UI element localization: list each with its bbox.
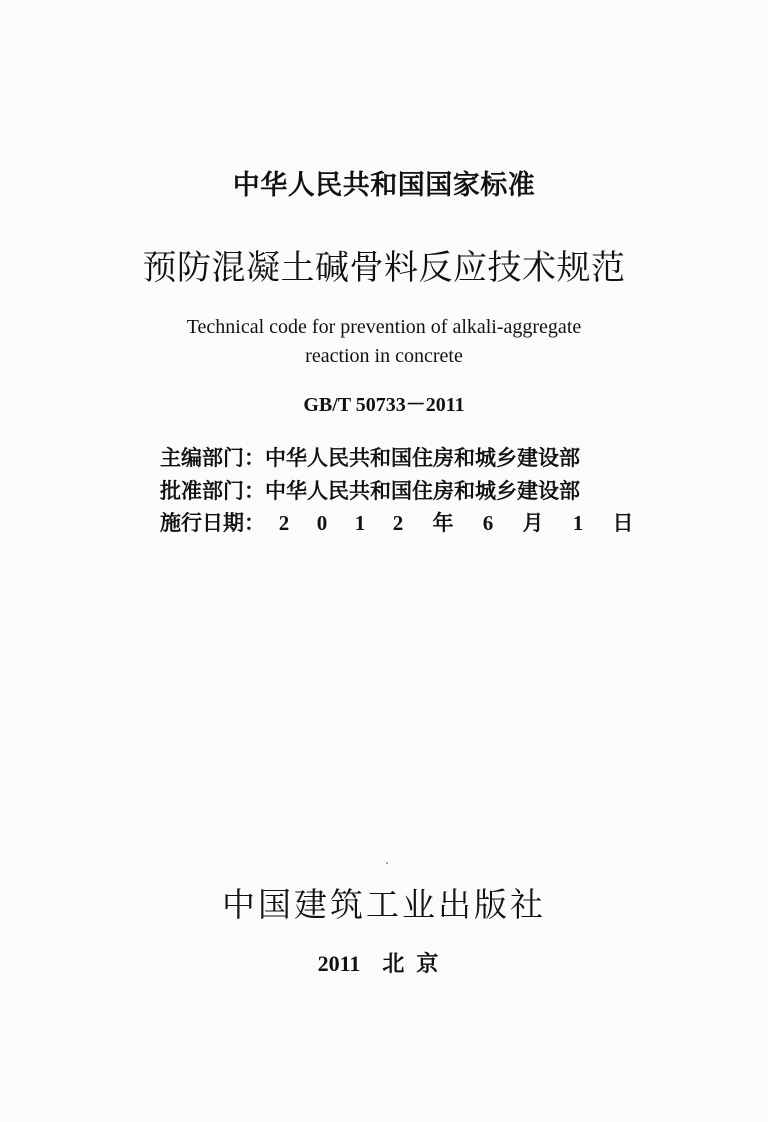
editor-department-row: [160, 443, 580, 473]
effective-date-label: 施行日期：: [160, 511, 265, 535]
date-year-digit: 2: [392, 511, 404, 535]
date-day-digit: 1: [572, 511, 584, 535]
document-title-english-line-1: Technical code for prevention of alkali-aggregate: [186, 316, 582, 338]
publication-city: 北京: [382, 951, 451, 976]
standard-number: GB/T 50733－2011: [303, 394, 465, 416]
approver-department-value: 中华人民共和国住房和城乡建设部: [265, 479, 580, 503]
publication-year: 2011: [317, 951, 361, 976]
date-year-digit: 1: [354, 511, 366, 535]
scan-speck: [386, 862, 388, 864]
editor-department-label: 主编部门：: [160, 446, 265, 470]
date-month-digit: 6: [482, 511, 494, 535]
date-day-unit: 日: [612, 511, 634, 535]
date-year-unit: 年: [432, 511, 454, 535]
standard-category-label: 中华人民共和国国家标准: [232, 170, 536, 201]
document-title-chinese: 预防混凝土碱骨料反应技术规范: [142, 250, 626, 287]
date-month-unit: 月: [522, 511, 544, 535]
effective-date-row: [160, 508, 649, 538]
document-title-english-line-2: reaction in concrete: [305, 345, 463, 367]
approver-department-row: [160, 476, 580, 506]
publisher-name: 中国建筑工业出版社: [222, 888, 546, 924]
date-year-digit: 2: [278, 511, 290, 535]
date-year-digit: 0: [316, 511, 328, 535]
publication-place: [0, 953, 768, 975]
editor-department-value: 中华人民共和国住房和城乡建设部: [265, 446, 580, 470]
effective-date-value: [265, 508, 649, 538]
approver-department-label: 批准部门：: [160, 479, 265, 503]
